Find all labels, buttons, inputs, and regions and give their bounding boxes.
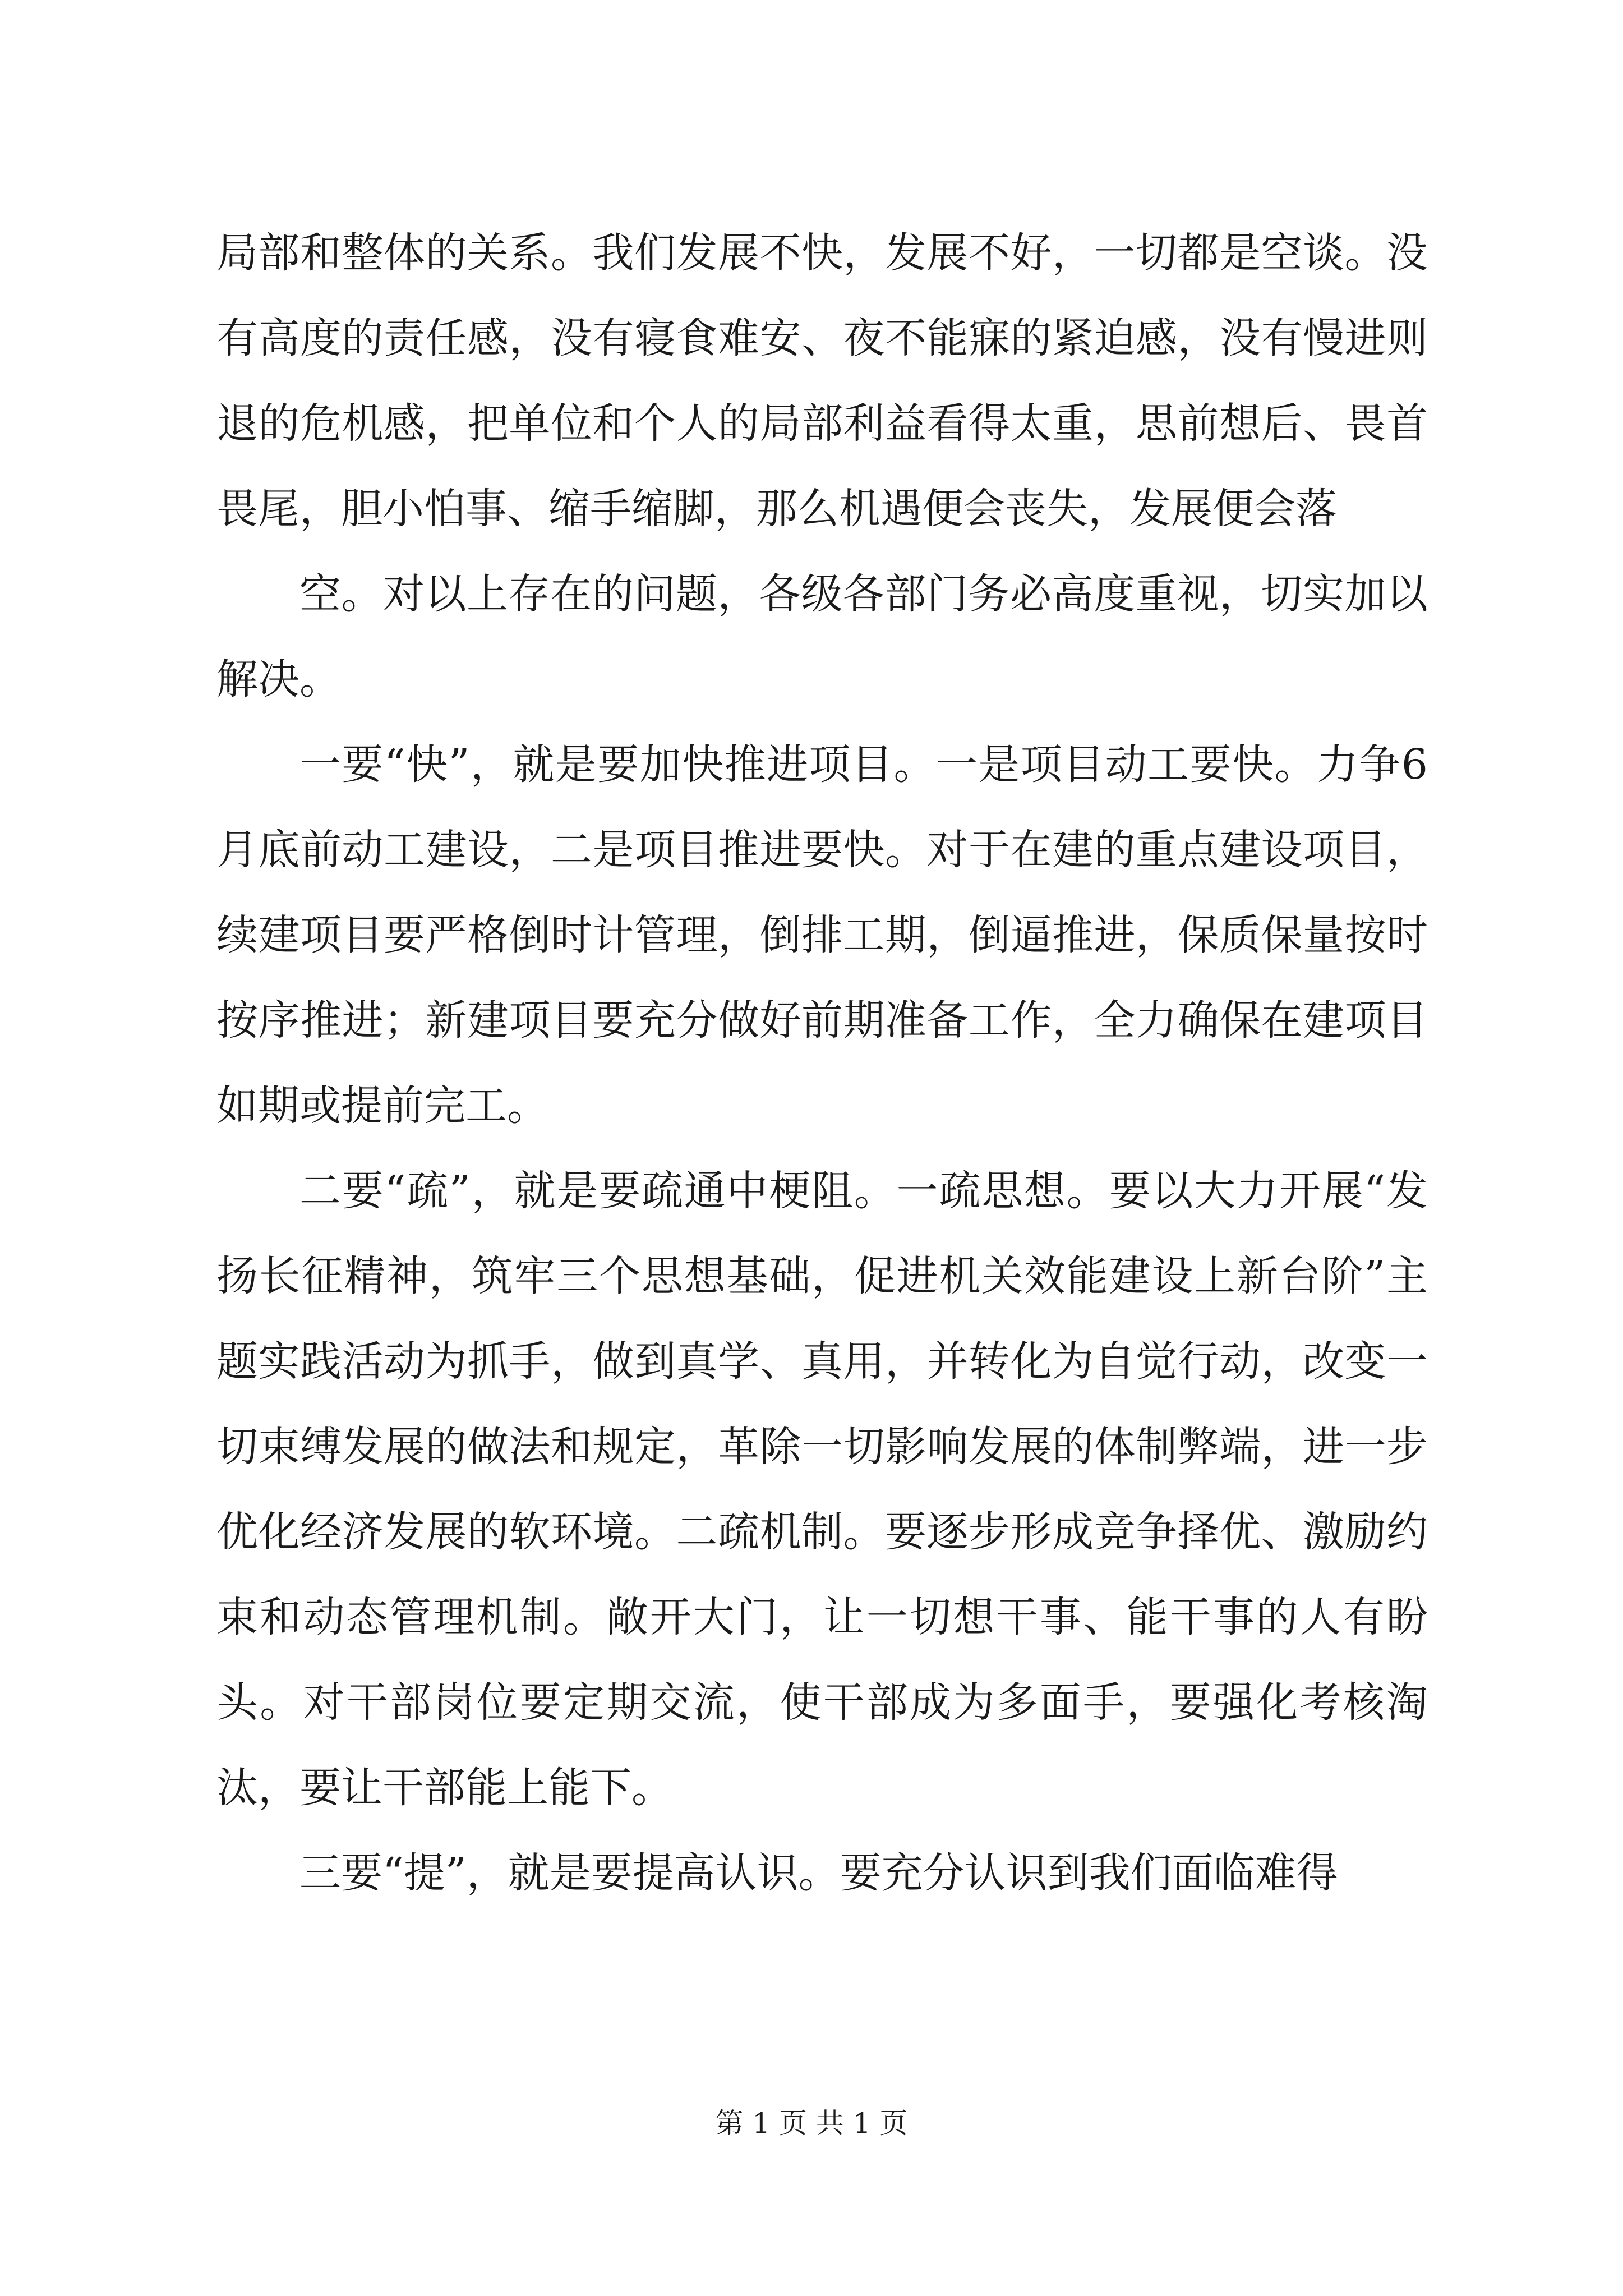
- page-footer: [0, 2104, 1623, 2143]
- page-number-label: 第 1 页 共 1 页: [715, 2107, 908, 2139]
- paragraph: 空。对以上存在的问题，各级各部门务必高度重视，切实加以解决。: [216, 570, 1428, 703]
- paragraph: 三要“提”，就是要提高认识。要充分认识到我们面临难得: [299, 1849, 1338, 1897]
- paragraph: 一要“快”，就是要加快推进项目。一是项目动工要快。力争6月底前动工建设，二是项目推进要快。对于在建的重点建设项目，续建项目要严格倒时计管理，倒排工期，倒逼推进，保质保量按时按序推进；新建项目要充分做好前期准备工作，全力确保在建项目如期或提前完工。: [216, 740, 1428, 1130]
- paragraph: 二要“疏”，就是要疏通中梗阻。一疏思想。要以大力开展“发扬长征精神，筑牢三个思想基础，促进机关效能建设上新台阶”主题实践活动为抓手，做到真学、真用，并转化为自觉行动，改变一切束缚发展的做法和规定，革除一切影响发展的体制弊端，进一步优化经济发展的软环境。二疏机制。要逐步形成竞争择优、激励约束和动态管理机制。敞开大门，让一切想干事、能干事的人有盼头。对干部岗位要定期交流，使干部成为多面手，要强化考核淘汰，要让干部能上能下。: [216, 1167, 1428, 1812]
- paragraph-continuation: 局部和整体的关系。我们发展不快，发展不好，一切都是空谈。没有高度的责任感，没有寝食难安、夜不能寐的紧迫感，没有慢进则退的危机感，把单位和个人的局部利益看得太重，思前想后、畏首畏尾，胆小怕事、缩手缩脚，那么机遇便会丧失，发展便会落: [216, 229, 1428, 533]
- document-body: [216, 210, 1428, 1916]
